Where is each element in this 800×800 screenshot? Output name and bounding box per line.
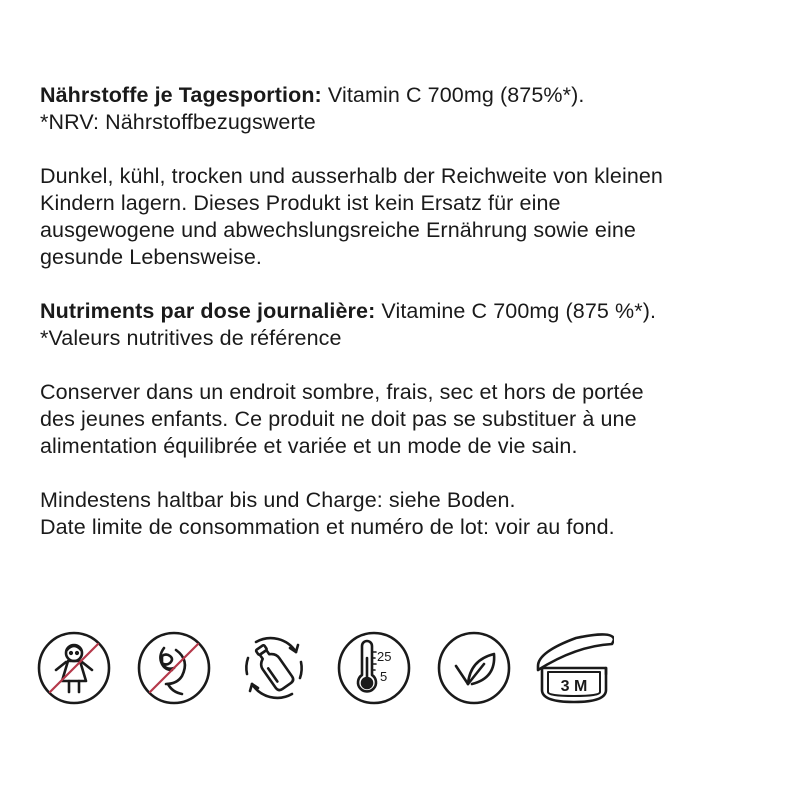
fr-storage-line: des jeunes enfants. Ce produit ne doit pas se substituer à une <box>40 407 637 431</box>
fr-storage-line: alimentation équilibrée et variée et un mode de vie sain. <box>40 434 578 458</box>
fr-nutrients-label: Nutriments par dose journalière: <box>40 299 376 323</box>
fr-vnr-footnote: *Valeurs nutritives de référence <box>40 326 342 350</box>
not-for-pregnant-women-icon <box>134 628 214 708</box>
best-before-fr: Date limite de consommation et numéro de lot: voir au fond. <box>40 515 615 539</box>
best-before-section <box>40 487 770 541</box>
fr-nutrients-section <box>40 298 770 352</box>
de-storage-line: Kindern lagern. Dieses Produkt ist kein Ersatz für eine <box>40 191 561 215</box>
de-nutrients-section <box>40 82 770 136</box>
de-storage-line: ausgewogene und abwechslungsreiche Ernährung sowie eine <box>40 218 636 242</box>
label-text <box>40 82 770 541</box>
period-after-opening-icon <box>534 628 614 708</box>
recyclable-bottle-icon <box>234 628 314 708</box>
fr-storage-line: Conserver dans un endroit sombre, frais, sec et hors de portée <box>40 380 644 404</box>
de-storage-section <box>40 163 770 271</box>
vegan-leaf-icon <box>434 628 514 708</box>
de-storage-line: Dunkel, kühl, trocken und ausserhalb der Reichweite von kleinen <box>40 164 663 188</box>
fr-nutrients-line <box>40 298 770 325</box>
de-nutrients-value: Vitamin C 700mg (875%*). <box>321 83 585 107</box>
de-nrv-footnote: *NRV: Nährstoffbezugswerte <box>40 110 316 134</box>
fr-storage-section <box>40 379 770 460</box>
de-nutrients-label: Nährstoffe je Tagesportion: <box>40 83 322 107</box>
temperature-max: 25 <box>377 649 392 664</box>
de-storage-line: gesunde Lebensweise. <box>40 245 262 269</box>
pao-label: 3 M <box>560 678 588 695</box>
best-before-de: Mindestens haltbar bis und Charge: siehe Boden. <box>40 488 516 512</box>
keep-away-from-children-icon <box>34 628 114 708</box>
fr-nutrients-value: Vitamine C 700mg (875 %*). <box>375 299 657 323</box>
storage-temperature-icon <box>334 628 414 708</box>
warning-icons-row <box>34 628 614 708</box>
temperature-min: 5 <box>380 669 388 684</box>
de-nutrients-line <box>40 82 770 109</box>
